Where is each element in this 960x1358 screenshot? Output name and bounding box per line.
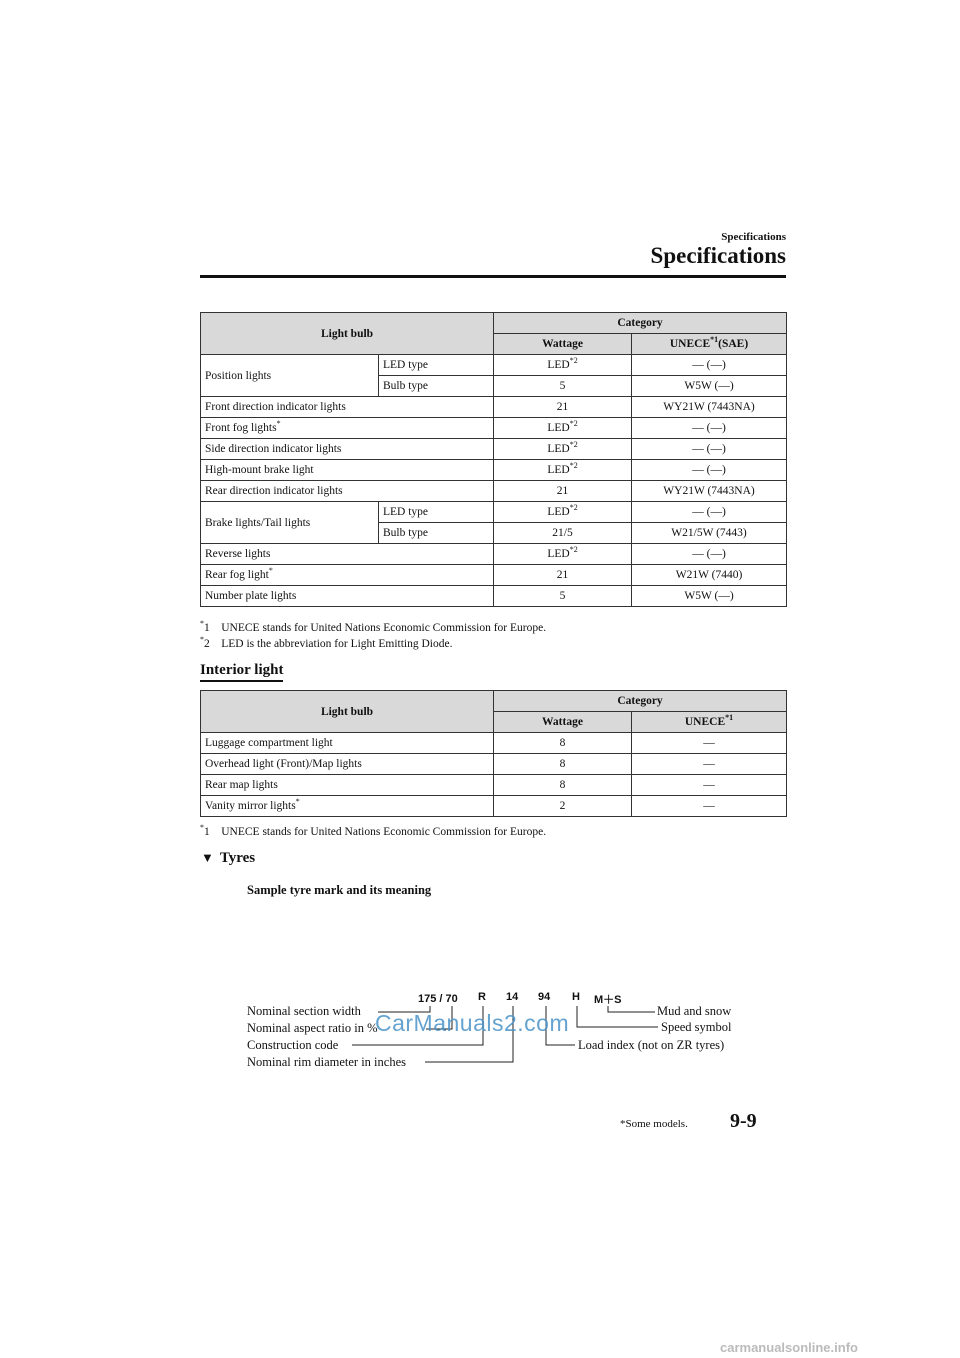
running-header-small: Specifications bbox=[721, 231, 786, 243]
footnote: *2 LED is the abbreviation for Light Emitting Diode. bbox=[200, 635, 453, 650]
col-wattage: Wattage bbox=[494, 334, 632, 355]
col-unece: UNECE$^{*1}$ bbox=[632, 712, 787, 733]
label-speed-symbol: Speed symbol bbox=[661, 1020, 732, 1034]
tyre-mark-construction: R bbox=[478, 991, 486, 1003]
table-row: Reverse lights LED$^{*2}$ — (—) bbox=[201, 544, 787, 565]
label-aspect-ratio: Nominal aspect ratio in % bbox=[247, 1021, 378, 1035]
table-row: Front fog lights* LED$^{*2}$ — (—) bbox=[201, 418, 787, 439]
tyre-mark-speed: H bbox=[572, 991, 580, 1003]
table-row: Side direction indicator lights LED$^{*2}$ — (—) bbox=[201, 439, 787, 460]
table-row: Rear fog light* 21 W21W (7440) bbox=[201, 565, 787, 586]
tyre-mark-rim: 14 bbox=[506, 991, 519, 1003]
tyre-mark-load: 94 bbox=[538, 991, 551, 1003]
table-row: Bulb type 21/5 W21/5W (7443) bbox=[201, 523, 787, 544]
col-unece: UNECE$^{*1}$(SAE) bbox=[632, 334, 787, 355]
table-row: High-mount brake light LED$^{*2}$ — (—) bbox=[201, 460, 787, 481]
col-wattage: Wattage bbox=[494, 712, 632, 733]
table-row: Position lights LED type LED$^{*2}$ — (—) bbox=[201, 355, 787, 376]
label-mud-snow: Mud and snow bbox=[657, 1004, 732, 1018]
table-row: Bulb type 5 W5W (—) bbox=[201, 376, 787, 397]
label-rim-diameter: Nominal rim diameter in inches bbox=[247, 1055, 406, 1069]
watermark: CarManuals2.com bbox=[375, 1010, 570, 1036]
table-row: Rear direction indicator lights 21 WY21W (7443NA) bbox=[201, 481, 787, 502]
triangle-down-icon: ▼ bbox=[201, 850, 214, 865]
table-row: Overhead light (Front)/Map lights 8 — bbox=[201, 754, 787, 775]
table-row: Rear map lights 8 — bbox=[201, 775, 787, 796]
table-row: Number plate lights 5 W5W (—) bbox=[201, 586, 787, 607]
running-header-title: Specifications bbox=[650, 243, 786, 268]
col-category: Category bbox=[494, 313, 787, 334]
footnote: *1 UNECE stands for United Nations Economic Commission for Europe. bbox=[200, 619, 547, 634]
site-url: carmanualsonline.info bbox=[720, 1340, 858, 1355]
table-row: Vanity mirror lights* 2 — bbox=[201, 796, 787, 817]
col-light-bulb: Light bulb bbox=[201, 691, 494, 733]
page-number: 9-9 bbox=[730, 1110, 757, 1132]
footnote: *1 UNECE stands for United Nations Economic Commission for Europe. bbox=[200, 823, 547, 838]
table-row: Luggage compartment light 8 — bbox=[201, 733, 787, 754]
table-row: Brake lights/Tail lights LED type LED$^{*2}$ — (—) bbox=[201, 502, 787, 523]
label-load-index: Load index (not on ZR tyres) bbox=[578, 1038, 725, 1052]
table-row: Front direction indicator lights 21 WY21W (7443NA) bbox=[201, 397, 787, 418]
tyre-diagram-caption: Sample tyre mark and its meaning bbox=[247, 883, 432, 897]
label-construction: Construction code bbox=[247, 1038, 339, 1052]
interior-light-heading: Interior light bbox=[200, 662, 283, 682]
col-light-bulb: Light bulb bbox=[201, 313, 494, 355]
tyre-mark-mud-snow: M＋S bbox=[594, 994, 622, 1006]
some-models-note: *Some models. bbox=[620, 1118, 688, 1130]
tyre-mark-width: 175 / 70 bbox=[418, 993, 458, 1005]
label-section-width: Nominal section width bbox=[247, 1004, 361, 1018]
tyres-heading: ▼ Tyres bbox=[201, 850, 256, 866]
col-category: Category bbox=[494, 691, 787, 712]
